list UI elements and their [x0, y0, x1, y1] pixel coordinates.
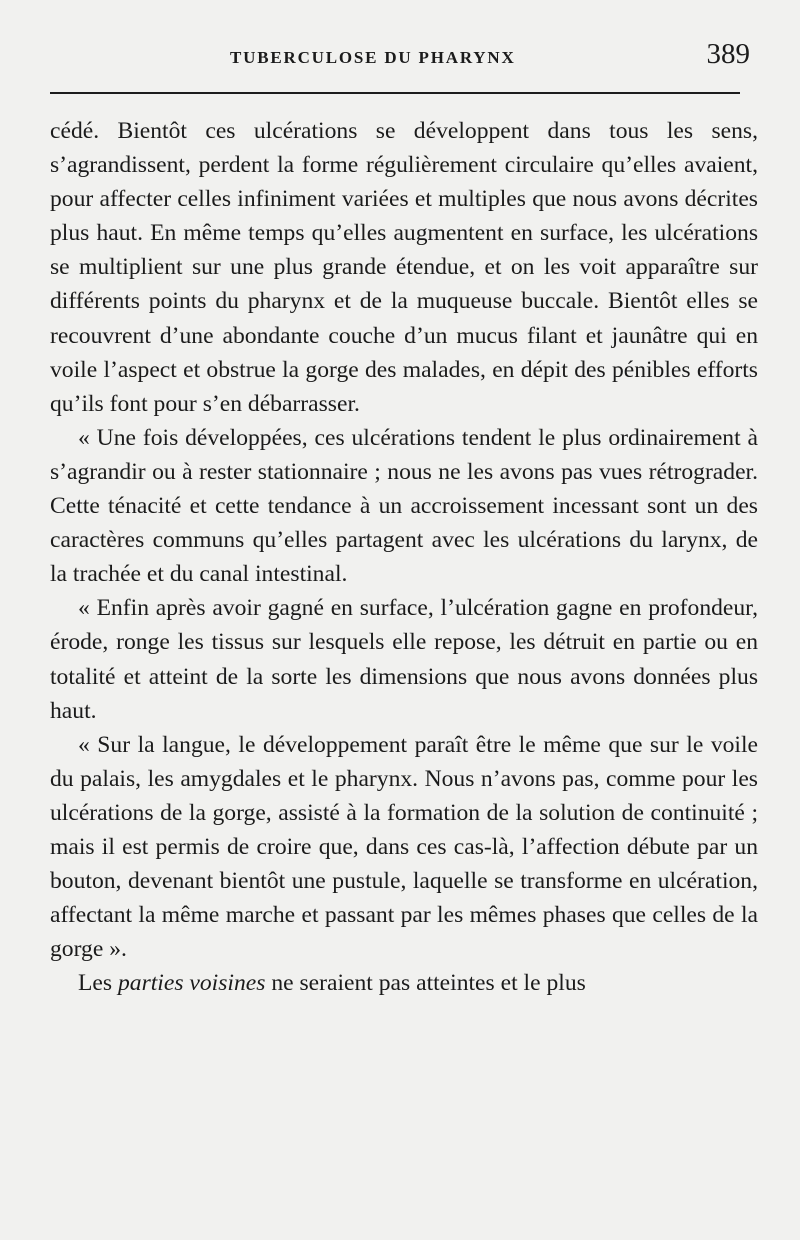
header-rule — [50, 92, 740, 94]
paragraph: cédé. Bientôt ces ulcérations se développent dans tous les sens, s’agrandissent, perdent la forme régulièrement circulaire qu’elles avaient, pour affecter celles infiniment variées et multiples que nous avons décrites plus haut. En même temps qu’elles augmentent en surface, les ulcérations se multiplient sur une plus grande étendue, et on les voit apparaître sur différents points du pharynx et de la muqueuse buccale. Bientôt elles se recouvrent d’une abondante couche d’un mucus filant et jaunâtre qui en voile l’aspect et obstrue la gorge des malades, en dépit des pénibles efforts qu’ils font pour s’en débarrasser. — [50, 118, 758, 417]
paragraph-last — [50, 966, 758, 1000]
text-run: ne seraient pas atteintes et le plus — [265, 970, 586, 997]
text-run: Les — [78, 970, 118, 997]
paragraph: « Une fois développées, ces ulcérations tendent le plus ordinairement à s’agrandir ou à rester stationnaire ; nous ne les avons pas vues rétrograder. Cette ténacité et cette tendance à un accroissement incessant sont un des caractères communs qu’elles partagent avec les ulcérations du larynx, de la trachée et du canal intestinal. — [50, 424, 758, 588]
page-number: 389 — [706, 38, 750, 70]
running-head — [50, 38, 750, 78]
paragraph: « Sur la langue, le développement paraît être le même que sur le voile du palais, les amygdales et le pharynx. Nous n’avons pas, comme pour les ulcérations de la gorge, assisté à la formation de la solution de continuité ; mais il est permis de croire que, dans ces cas-là, l’affection débute par un bouton, devenant bientôt une pustule, laquelle se transforme en ulcération, affectant la même marche et passant par les mêmes phases que celles de la gorge ». — [50, 731, 758, 963]
italic-phrase: parties voisines — [117, 970, 266, 997]
paragraph: « Enfin après avoir gagné en surface, l’ulcération gagne en profondeur, érode, ronge les tissus sur lesquels elle repose, les détruit en partie ou en totalité et atteint de la sorte les dimensions que nous avons données plus haut. — [50, 595, 758, 724]
body-text — [50, 114, 758, 1000]
running-title: TUBERCULOSE DU PHARYNX — [230, 48, 516, 67]
